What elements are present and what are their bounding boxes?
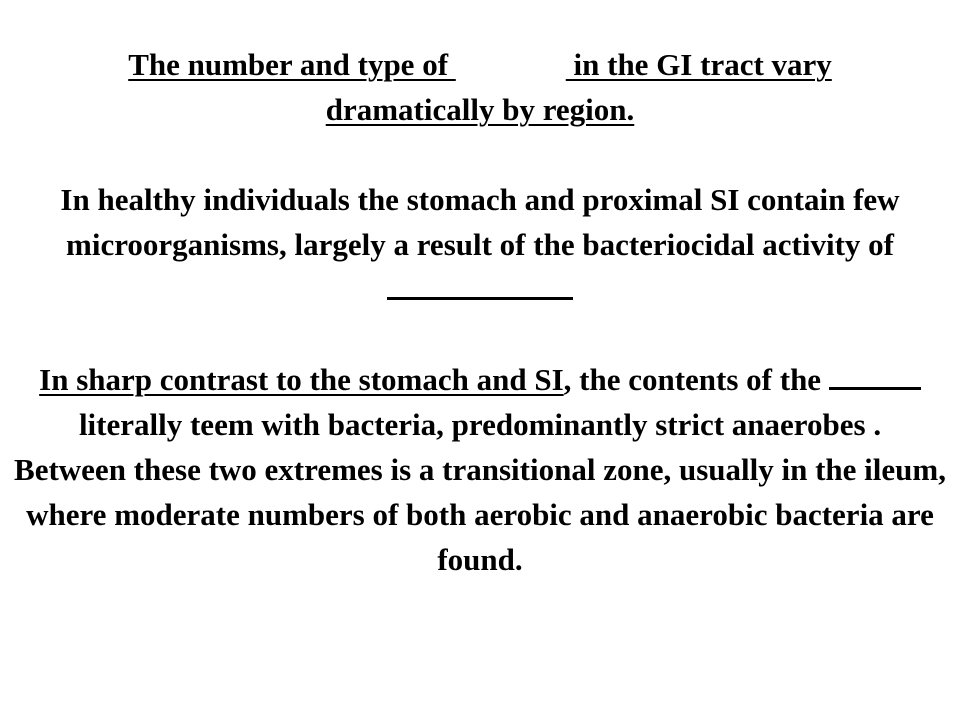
paragraph-ileum: Between these two extremes is a transitional zone, usually in the ileum, where moderate numbers of both aerobic and anaerobic bacteria are found.: [14, 452, 946, 577]
slide-heading: [0, 42, 960, 132]
paragraph-colon-text-before-blank: , the contents of the: [563, 362, 829, 397]
paragraph-colon: [0, 357, 960, 447]
stomach-fill-in-blank: [387, 271, 573, 300]
paragraph-stomach: [0, 177, 960, 312]
heading-text-before-blank: The number and type of: [128, 47, 456, 82]
colon-fill-in-blank: [829, 361, 921, 390]
heading-line-2: dramatically by region.: [325, 92, 635, 127]
paragraph-colon-underlined-lead: In sharp contrast to the stomach and SI: [39, 362, 564, 397]
spacer: [0, 312, 960, 357]
paragraph-colon-text-after-blank: literally teem with bacteria, predominantly strict anaerobes .: [78, 407, 882, 442]
spacer: [0, 132, 960, 177]
paragraph-stomach-text: In healthy individuals the stomach and proximal SI contain few microorganisms, largely a result of the bacteriocidal activity of: [60, 182, 900, 262]
heading-text-after-blank: in the GI tract vary: [565, 47, 832, 82]
